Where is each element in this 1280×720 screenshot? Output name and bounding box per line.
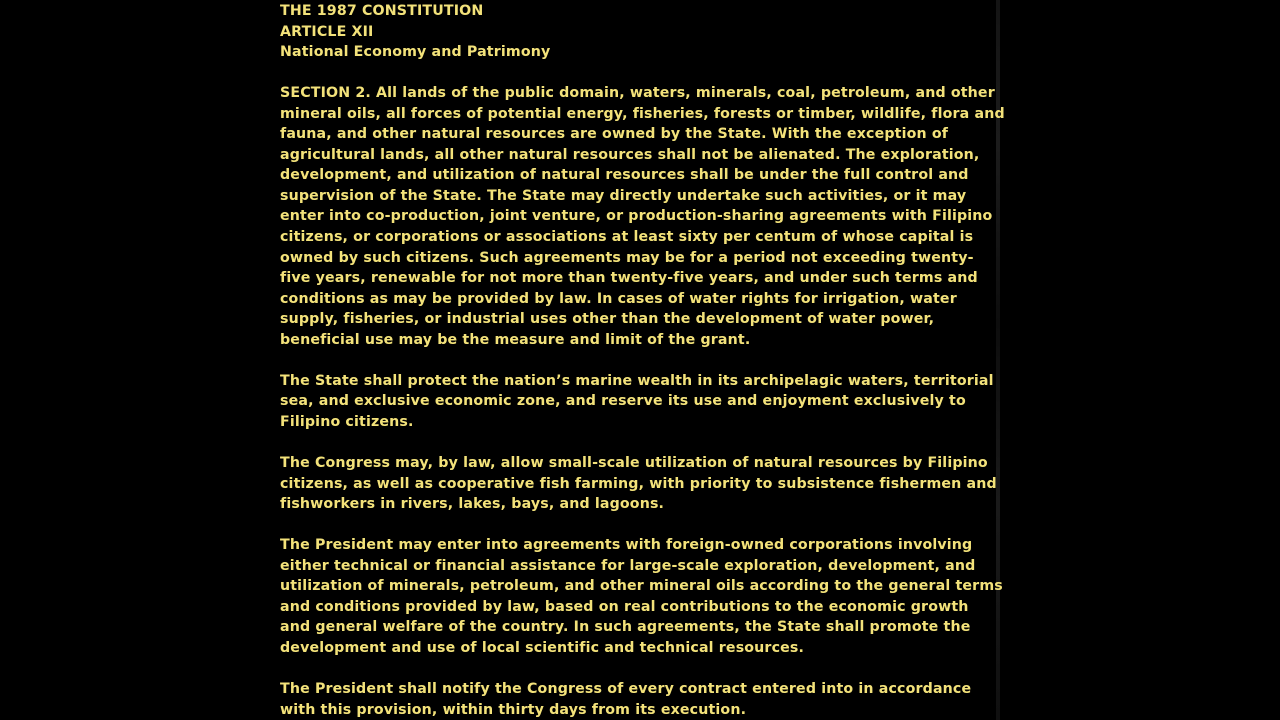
paragraph-gap	[280, 659, 1002, 680]
text-line: agricultural lands, all other natural resources shall not be alienated. The exploration,	[280, 146, 980, 163]
text-line: mineral oils, all forces of potential energy, fisheries, forests or timber, wildlife, flora and	[280, 105, 1005, 122]
document-title: THE 1987 CONSTITUTION	[280, 3, 484, 19]
text-line: fishworkers in rivers, lakes, bays, and lagoons.	[280, 496, 665, 513]
small-scale-utilization-paragraph	[280, 453, 1002, 515]
text-line: The State shall protect the nation’s marine wealth in its archipelagic waters, territorial	[280, 372, 994, 389]
article-title: National Economy and Patrimony	[280, 44, 551, 61]
text-line: with this provision, within thirty days from its execution.	[280, 701, 747, 718]
text-line: five years, renewable for not more than twenty-five years, and under such terms and	[280, 270, 978, 287]
paragraph-gap	[280, 432, 1002, 453]
text-line: development and use of local scientific and technical resources.	[280, 639, 805, 656]
notify-congress-paragraph	[280, 679, 1002, 720]
article-number: ARTICLE XII	[280, 23, 374, 40]
text-line: The Congress may, by law, allow small-scale utilization of natural resources by Filipino	[280, 455, 988, 472]
text-line: and general welfare of the country. In such agreements, the State shall promote the	[280, 619, 971, 636]
section-2-paragraph	[280, 83, 1005, 350]
text-line: citizens, or corporations or associations at least sixty per centum of whose capital is	[280, 229, 974, 246]
text-line: supply, fisheries, or industrial uses other than the development of water power,	[280, 311, 935, 328]
text-line: either technical or financial assistance for large-scale exploration, development, and	[280, 557, 976, 574]
paragraph-gap	[280, 515, 1002, 536]
text-line: fauna, and other natural resources are owned by the State. With the exception of	[280, 126, 949, 143]
paragraph-gap	[280, 63, 1002, 84]
text-line: owned by such citizens. Such agreements may be for a period not exceeding twenty-	[280, 249, 974, 266]
marine-wealth-paragraph	[280, 371, 1002, 433]
text-line: development, and utilization of natural resources shall be under the full control and	[280, 167, 969, 184]
text-line: SECTION 2. All lands of the public domain, waters, minerals, coal, petroleum, and other	[280, 85, 995, 102]
text-line: enter into co-production, joint venture, or production-sharing agreements with Filipino	[280, 208, 993, 225]
text-line: and conditions provided by law, based on real contributions to the economic growth	[280, 598, 969, 615]
text-line: utilization of minerals, petroleum, and other mineral oils according to the general terms	[280, 578, 1003, 595]
foreign-agreements-paragraph	[280, 535, 1002, 658]
document-body	[280, 1, 1005, 720]
text-line: The President may enter into agreements with foreign-owned corporations involving	[280, 537, 973, 554]
text-line: Filipino citizens.	[280, 413, 414, 430]
document-header	[280, 1, 1002, 63]
text-line: conditions as may be provided by law. In cases of water rights for irrigation, water	[280, 290, 957, 307]
text-line: The President shall notify the Congress of every contract entered into in accordance	[280, 681, 972, 698]
paragraph-gap	[280, 350, 1002, 371]
text-line: sea, and exclusive economic zone, and reserve its use and enjoyment exclusively to	[280, 393, 966, 410]
text-line: citizens, as well as cooperative fish farming, with priority to subsistence fishermen and	[280, 475, 997, 492]
text-line: supervision of the State. The State may directly undertake such activities, or it may	[280, 187, 967, 204]
text-line: beneficial use may be the measure and limit of the grant.	[280, 331, 751, 348]
